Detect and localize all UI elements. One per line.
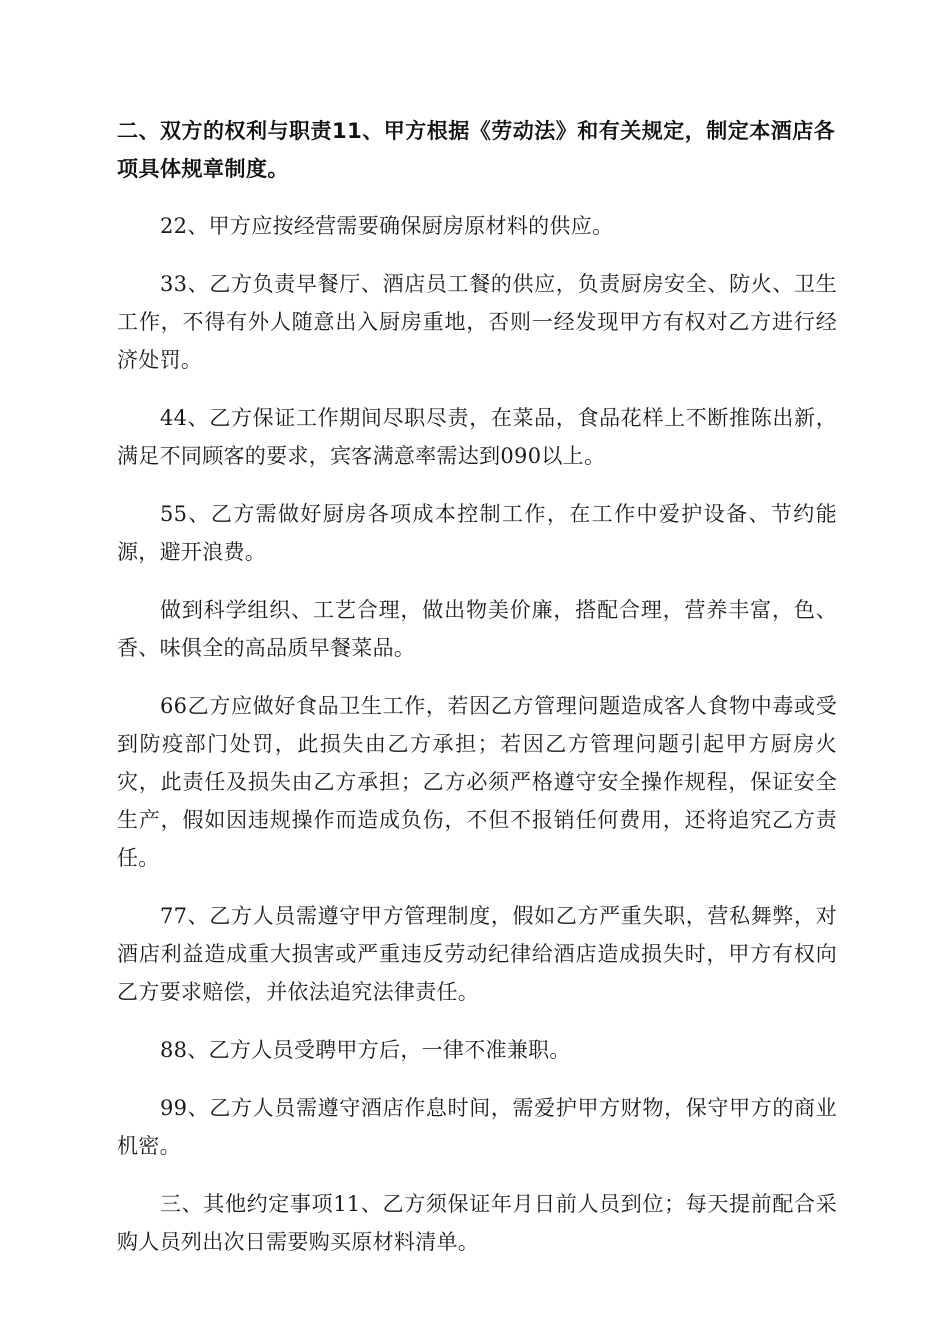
document-body xyxy=(117,112,837,1281)
paragraph-6: 66乙方应做好食品卫生工作，若因乙方管理问题造成客人食物中毒或受到防疫部门处罚，此损失由乙方承担；若因乙方管理问题引起甲方厨房火灾，此责任及损失由乙方承担；乙方必须严格遵守安全操作规程，保证安全生产，假如因违规操作而造成负伤，不但不报销任何费用，还将追究乙方责任。 xyxy=(117,694,837,870)
paragraph-2: 33、乙方负责早餐厅、酒店员工餐的供应，负责厨房安全、防火、卫生工作，不得有外人随意出入厨房重地，否则一经发现甲方有权对乙方进行经济处罚。 xyxy=(117,272,837,372)
section-heading: 二、双方的权利与职责11、甲方根据《劳动法》和有关规定，制定本酒店各项具体规章制度。 xyxy=(117,119,836,181)
paragraph-7: 77、乙方人员需遵守甲方管理制度，假如乙方严重失职，营私舞弊，对酒店利益造成重大损害或严重违反劳动纪律给酒店造成损失时，甲方有权向乙方要求赔偿，并依法追究法律责任。 xyxy=(117,904,837,1004)
paragraph-1: 22、甲方应按经营需要确保厨房原材料的供应。 xyxy=(160,214,614,238)
paragraph-5: 做到科学组织、工艺合理，做出物美价廉，搭配合理，营养丰富，色、香、味俱全的高品质早餐菜品。 xyxy=(117,598,837,660)
paragraph-8: 88、乙方人员受聘甲方后，一律不准兼职。 xyxy=(160,1038,571,1062)
paragraph-10: 三、其他约定事项11、乙方须保证年月日前人员到位；每天提前配合采购人员列出次日需要购买原材料清单。 xyxy=(117,1192,837,1254)
paragraph-4: 55、乙方需做好厨房各项成本控制工作，在工作中爱护设备、节约能源，避开浪费。 xyxy=(117,502,837,564)
paragraph-9: 99、乙方人员需遵守酒店作息时间，需爱护甲方财物，保守甲方的商业机密。 xyxy=(117,1096,837,1158)
paragraph-3: 44、乙方保证工作期间尽职尽责，在菜品，食品花样上不断推陈出新，满足不同顾客的要求，宾客满意率需达到090以上。 xyxy=(117,406,837,468)
